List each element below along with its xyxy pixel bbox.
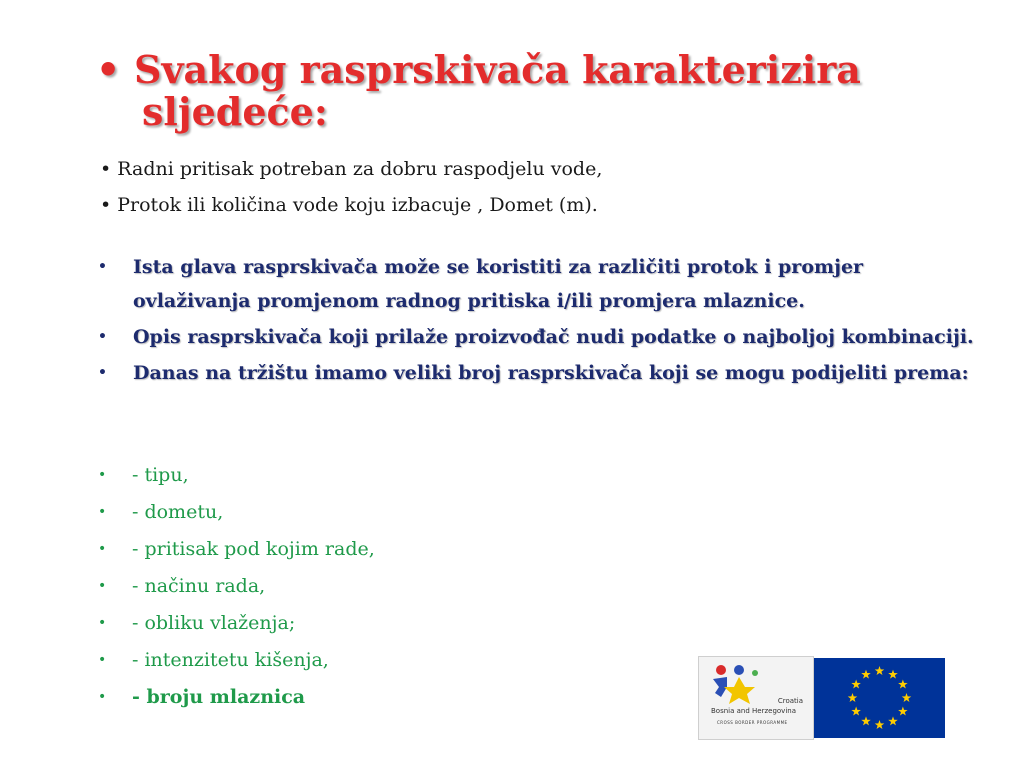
eu-star-icon	[851, 707, 861, 716]
bullet-dot: •	[98, 365, 107, 381]
category-item	[98, 534, 375, 571]
title-bullet: •	[96, 47, 121, 92]
logo-croatia-text: Croatia	[777, 697, 803, 705]
category-item	[98, 497, 375, 534]
eu-star-icon	[902, 693, 912, 702]
eu-star-icon	[898, 707, 908, 716]
eu-star-icon	[888, 670, 898, 679]
details-item-text: Opis rasprskivača koji prilaže proizvođač nudi podatke o najboljoj kombinaciji.	[133, 326, 974, 348]
bullet-dot: •	[98, 541, 107, 557]
category-text: - broju mlaznica	[132, 686, 306, 708]
eu-star-icon	[898, 680, 908, 689]
details-item	[98, 320, 978, 354]
category-text: - dometu,	[132, 501, 224, 523]
category-item	[98, 608, 375, 645]
eu-star-icon	[875, 666, 885, 675]
category-text: - pritisak pod kojim rade,	[132, 538, 375, 560]
details-list	[98, 250, 978, 392]
bullet-dot: •	[98, 504, 107, 520]
category-text: - tipu,	[132, 464, 189, 486]
category-item	[98, 682, 375, 719]
eu-star-icon	[851, 680, 861, 689]
eu-stars-icon	[814, 658, 945, 738]
details-item	[98, 356, 978, 390]
category-item	[98, 571, 375, 608]
eu-star-icon	[848, 693, 858, 702]
cross-border-programme-logo	[698, 656, 814, 740]
eu-star-icon	[861, 670, 871, 679]
details-item	[98, 250, 978, 318]
logo-programme-text: CROSS BORDER PROGRAMME	[717, 720, 788, 725]
category-text: - načinu rada,	[132, 575, 266, 597]
bullet-dot: •	[98, 329, 107, 345]
bullet-dot: •	[98, 578, 107, 594]
bullet-dot: •	[98, 652, 107, 668]
bullet-dot: •	[98, 259, 107, 275]
details-item-text: Danas na tržištu imamo veliki broj rasprskivača koji se mogu podijeliti prema:	[133, 362, 969, 384]
category-item	[98, 645, 375, 682]
eu-star-icon	[875, 720, 885, 729]
category-item	[98, 460, 375, 497]
eu-star-icon	[861, 716, 871, 725]
eu-star-icon	[888, 716, 898, 725]
category-text: - intenzitetu kišenja,	[132, 649, 329, 671]
categories-list	[98, 460, 375, 719]
eu-flag-icon	[814, 658, 945, 738]
details-item-text: Ista glava rasprskivača može se koristiti za različiti protok i promjer ovlaživanja promjenom radnog pritiska i/ili promjera mlaznice.	[133, 256, 864, 312]
category-text: - obliku vlaženja;	[132, 612, 296, 634]
bullet-dot: •	[98, 615, 107, 631]
title-line-2: sljedeće:	[142, 89, 328, 134]
bullet-dot: •	[98, 467, 107, 483]
title-line-1: Svakog rasprskivača karakterizira	[134, 47, 861, 92]
bullet-dot: •	[98, 689, 107, 705]
intro-line-pressure: • Radni pritisak potreban za dobru raspodjelu vode,	[100, 158, 603, 180]
intro-line-flow: • Protok ili količina vode koju izbacuje , Domet (m).	[100, 194, 598, 216]
logo-country-text: Bosnia and Herzegovina	[711, 707, 796, 715]
